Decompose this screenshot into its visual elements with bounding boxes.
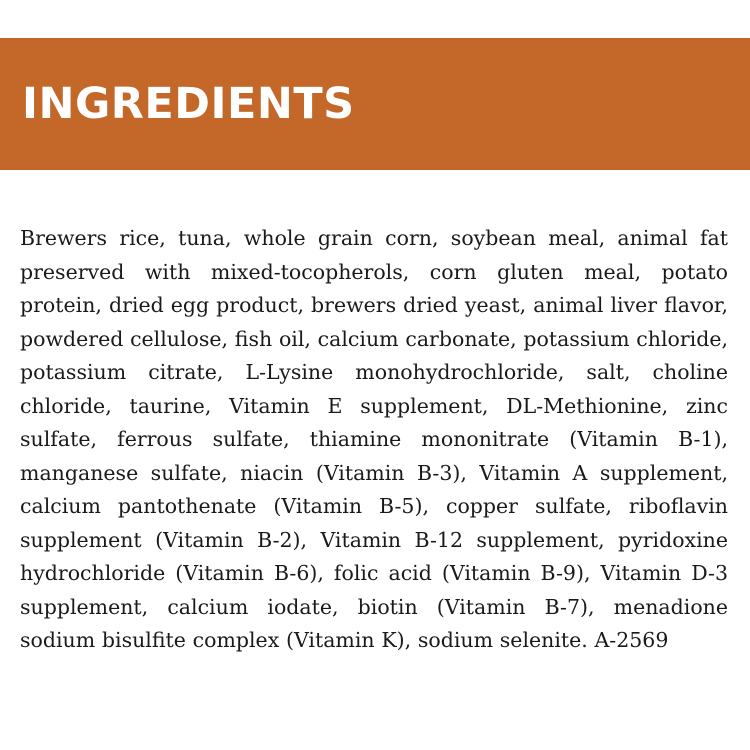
ingredients-body (20, 222, 728, 658)
ingredients-list-text: Brewers rice, tuna, whole grain corn, soybean meal, animal fat preserved with mixed-tocopherols, corn gluten meal, potato protein, dried egg product, brewers dried yeast, animal liver flavor, powdered cellulose, fish oil, calcium carbonate, potassium chloride, potassium citrate, L-Lysine monohydrochloride, salt, choline chloride, taurine, Vitamin E supplement, DL-Methionine, zinc sulfate, ferrous sulfate, thiamine mononitrate (Vitamin B-1), manganese sulfate, niacin (Vitamin B-3), Vitamin A supplement, calcium pantothenate (Vitamin B-5), copper sulfate, riboflavin supplement (Vitamin B-2), Vitamin B-12 supplement, pyridoxine hydrochloride (Vitamin B-6), folic acid (Vitamin B-9), Vitamin D-3 supplement, calcium iodate, biotin (Vitamin B-7), menadione sodium bisulfite complex (Vitamin K), sodium selenite. A-2569 (20, 226, 728, 652)
header-band (0, 38, 750, 170)
page-title: INGREDIENTS (22, 78, 355, 129)
